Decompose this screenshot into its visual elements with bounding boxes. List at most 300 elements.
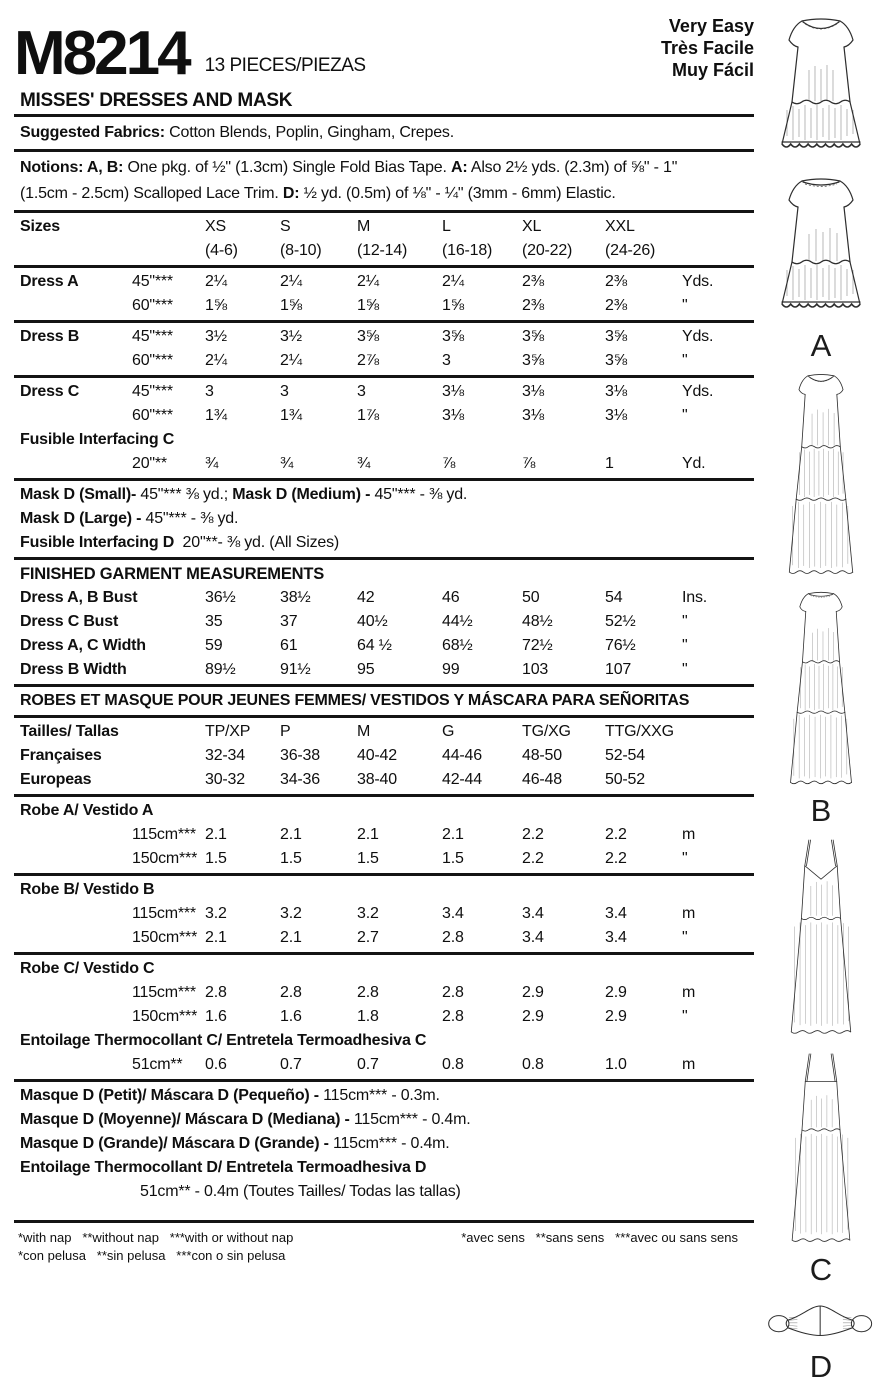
- row-label: Dress B Width: [20, 660, 127, 678]
- row-label: Europeas: [20, 770, 92, 788]
- cell: XL: [522, 217, 542, 235]
- unit: m: [682, 1055, 696, 1073]
- cell: (20-22): [522, 241, 573, 259]
- divider: [14, 684, 754, 687]
- outline: [791, 592, 852, 783]
- header: [14, 16, 754, 88]
- cell: L: [442, 217, 451, 235]
- outline: [769, 1306, 872, 1336]
- cell: 2.8: [442, 928, 464, 946]
- finished-row-b-width: [14, 658, 754, 682]
- divider: [14, 952, 754, 955]
- robe-a-heading: Robe A/ Vestido A: [20, 801, 154, 819]
- cell: 3⅝: [605, 351, 627, 369]
- cell: 46-48: [522, 770, 562, 788]
- fabric-width: 150cm***: [132, 1007, 198, 1025]
- cell: 61: [280, 636, 298, 654]
- cell: 2.2: [522, 849, 544, 867]
- pattern-number: M8214: [14, 18, 189, 88]
- cell: 2¼: [205, 351, 227, 369]
- fabric-width: 45"***: [132, 327, 173, 345]
- robe-b-115-row: [14, 902, 754, 926]
- cell: [20, 823, 132, 847]
- cell: 36½: [205, 588, 236, 606]
- notions-view-d-label: D:: [282, 184, 300, 202]
- fusible-interfacing-c-heading: Fusible Interfacing C: [20, 430, 175, 448]
- difficulty-es: Muy Fácil: [671, 59, 754, 80]
- fabric-width: 150cm***: [132, 928, 198, 946]
- notions-view-a-label: A:: [451, 158, 468, 176]
- divider: [14, 265, 754, 268]
- difficulty-block: [661, 16, 754, 82]
- cell: 89½: [205, 660, 236, 678]
- cell: [20, 902, 132, 926]
- cell: 2¼: [442, 272, 464, 290]
- masque-d-petit-label: Masque D (Petit)/ Máscara D (Pequeño) -: [20, 1086, 319, 1104]
- dress-a-60-row: [14, 294, 754, 318]
- cell: 2¼: [357, 272, 379, 290]
- notions-line-1: [14, 154, 754, 182]
- cell: 3⅝: [522, 327, 544, 345]
- cell: 2⅜: [605, 296, 627, 314]
- entoilage-d-label: Entoilage Thermocollant D/ Entretela Termoadhesiva D: [20, 1158, 427, 1176]
- cell: 1¾: [280, 406, 302, 424]
- mask-d-large-value: 45"*** - ⅜ yd.: [145, 509, 239, 527]
- cell: 2⅞: [357, 351, 379, 369]
- cell: 2.8: [205, 983, 227, 1001]
- cell: 3⅛: [442, 406, 464, 424]
- entoilage-d-heading: [14, 1156, 754, 1180]
- row-label: Dress A, C Width: [20, 636, 146, 654]
- cell: 99: [442, 660, 460, 678]
- divider: [14, 794, 754, 797]
- dress-b-back-illustration: [765, 589, 877, 789]
- cell: 40½: [357, 612, 388, 630]
- unit: m: [682, 904, 696, 922]
- cell: [20, 926, 132, 950]
- fabric-width: 115cm***: [132, 825, 196, 843]
- cell: 0.8: [522, 1055, 544, 1073]
- cell: 54: [605, 588, 623, 606]
- cell: G: [442, 722, 455, 740]
- dress-c-front-illustration: [765, 836, 877, 1040]
- cell: 1.5: [357, 849, 379, 867]
- cell: 2⅜: [522, 272, 544, 290]
- cell: 48½: [522, 612, 553, 630]
- cell: M: [357, 217, 371, 235]
- cell: 2.1: [357, 825, 379, 843]
- cell: 2.9: [522, 983, 544, 1001]
- cell: 0.8: [442, 1055, 464, 1073]
- cell: 2⅜: [522, 296, 544, 314]
- unit: Yds.: [682, 272, 714, 290]
- mask-d-large-line: [14, 507, 754, 531]
- cell: [20, 847, 132, 871]
- fusible-interfacing-d-line: [14, 531, 754, 555]
- fabric-width: 60"***: [132, 406, 173, 424]
- fabric-width: 20"**: [132, 454, 167, 472]
- finished-row-c-bust: [14, 610, 754, 634]
- unit: Yds.: [682, 327, 714, 345]
- cell: (16-18): [442, 241, 493, 259]
- cell: ⅞: [442, 454, 456, 472]
- cell: 35: [205, 612, 223, 630]
- cell: 2.9: [522, 1007, 544, 1025]
- cell: 1.5: [442, 849, 464, 867]
- divider: [14, 873, 754, 876]
- pattern-info-panel: [14, 16, 754, 1265]
- unit: Yds.: [682, 382, 714, 400]
- cell: 2.1: [280, 928, 302, 946]
- cell: [682, 744, 754, 768]
- cell: 2.2: [605, 849, 627, 867]
- divider: [14, 149, 754, 152]
- robe-c-150-row: [14, 1005, 754, 1029]
- dress-b-60-row: [14, 349, 754, 373]
- divider: [14, 114, 754, 117]
- cell: 0.7: [357, 1055, 379, 1073]
- cell: 2.1: [205, 825, 227, 843]
- cell: 3½: [280, 327, 302, 345]
- cell: 3.2: [205, 904, 227, 922]
- difficulty-fr: Très Facile: [660, 37, 754, 58]
- cell: 3.2: [357, 904, 379, 922]
- cell: 64 ½: [357, 636, 392, 654]
- row-label: Françaises: [20, 746, 102, 764]
- cell: (8-10): [280, 241, 322, 259]
- cell: [682, 239, 754, 263]
- cell: ¾: [280, 454, 294, 472]
- cell: 34-36: [280, 770, 320, 788]
- masque-d-moyenne-line: [14, 1108, 754, 1132]
- masque-d-moyenne-label: Masque D (Moyenne)/ Máscara D (Mediana) -: [20, 1110, 350, 1128]
- fabric-width: 45"***: [132, 272, 173, 290]
- cell: (24-26): [605, 241, 656, 259]
- dress-c-back-illustration: [765, 1050, 877, 1248]
- finished-row-ab-bust: [14, 586, 754, 610]
- cell: [20, 349, 132, 373]
- unit: ": [682, 406, 688, 424]
- cell: 2.9: [605, 983, 627, 1001]
- fusible-interfacing-d-label: Fusible Interfacing D: [20, 533, 175, 551]
- cell: 44½: [442, 612, 473, 630]
- cell: 3⅝: [357, 327, 379, 345]
- notions-label: Notions: A, B:: [20, 158, 124, 176]
- dress-b-label: Dress B: [20, 327, 80, 345]
- entoilage-c-row: [14, 1053, 754, 1077]
- robe-b-heading: Robe B/ Vestido B: [20, 880, 155, 898]
- cell: ¾: [357, 454, 371, 472]
- entoilage-d-value: 51cm** - 0.4m (Toutes Tailles/ Todas las tallas): [140, 1182, 461, 1200]
- cell: 3⅛: [442, 382, 464, 400]
- cell: 52½: [605, 612, 636, 630]
- sizes-ranges-row: [14, 239, 754, 263]
- cell: 32-34: [205, 746, 245, 764]
- cell: 3⅝: [605, 327, 627, 345]
- cell: [20, 239, 205, 263]
- view-d-label: D: [809, 1349, 833, 1384]
- cell: 38½: [280, 588, 311, 606]
- cell: TP/XP: [205, 722, 251, 740]
- entoilage-c-heading: Entoilage Thermocollant C/ Entretela Termoadhesiva C: [20, 1031, 427, 1049]
- unit: ": [682, 612, 688, 630]
- notions-text-a: Also 2½ yds. (2.3m) of ⅝" - 1": [470, 158, 678, 176]
- cell: 1: [605, 454, 614, 472]
- cell: 2.1: [205, 928, 227, 946]
- cell: 3⅛: [605, 406, 627, 424]
- cell: 3⅝: [522, 351, 544, 369]
- garment-views-column: [750, 14, 892, 1392]
- cell: P: [280, 722, 291, 740]
- mask-d-illustration: [763, 1295, 879, 1349]
- cell: TG/XG: [522, 722, 571, 740]
- cell: 1.5: [205, 849, 227, 867]
- robe-b-150-row: [14, 926, 754, 950]
- row-label: Tailles/ Tallas: [20, 722, 119, 740]
- cell: 3⅛: [605, 382, 627, 400]
- divider: [14, 1220, 754, 1223]
- tailles-row: [14, 720, 754, 744]
- finished-row-ac-width: [14, 634, 754, 658]
- cell: 1⅞: [357, 406, 379, 424]
- row-label: Dress A, B Bust: [20, 588, 138, 606]
- cell: (4-6): [205, 241, 238, 259]
- cell: [20, 981, 132, 1005]
- cell: 3: [442, 351, 451, 369]
- cell: XS: [205, 217, 226, 235]
- sizes-label: Sizes: [20, 217, 60, 235]
- divider: [14, 1079, 754, 1082]
- dress-c-60-row: [14, 404, 754, 428]
- cell: 1⅝: [442, 296, 464, 314]
- masque-d-petit-value: 115cm*** - 0.3m.: [323, 1086, 440, 1104]
- cell: 3.4: [605, 904, 627, 922]
- masque-d-grande-label: Masque D (Grande)/ Máscara D (Grande) -: [20, 1134, 329, 1152]
- cell: 42-44: [442, 770, 482, 788]
- cell: 3: [205, 382, 214, 400]
- cell: 2.2: [605, 825, 627, 843]
- cell: 2.8: [442, 1007, 464, 1025]
- cell: [20, 404, 132, 428]
- europeas-row: [14, 768, 754, 792]
- mask-d-small-medium-line: [14, 483, 754, 507]
- cell: 1⅝: [205, 296, 227, 314]
- divider: [14, 715, 754, 718]
- unit: ": [682, 660, 688, 678]
- lace-hem: [782, 144, 860, 147]
- cell: 46: [442, 588, 460, 606]
- dress-a-front-illustration: [763, 14, 879, 164]
- cell: 1.5: [280, 849, 302, 867]
- cell: 52-54: [605, 746, 645, 764]
- cell: 30-32: [205, 770, 245, 788]
- divider: [14, 557, 754, 560]
- unit: ": [682, 849, 688, 867]
- lace-hem: [782, 304, 860, 307]
- cell: 50: [522, 588, 540, 606]
- cell: 1⅝: [357, 296, 379, 314]
- cell: 48-50: [522, 746, 562, 764]
- view-b-label: B: [810, 793, 832, 828]
- footnote-en: *with nap **without nap ***with or without nap: [18, 1229, 294, 1245]
- cell: 2⅜: [605, 272, 627, 290]
- pattern-title: MISSES' DRESSES AND MASK: [20, 89, 293, 111]
- dress-a-back-illustration: [763, 174, 879, 324]
- dress-b-45-row: [14, 325, 754, 349]
- unit: Ins.: [682, 588, 707, 606]
- cell: 103: [522, 660, 549, 678]
- fabric-width: 115cm***: [132, 904, 196, 922]
- cell: [682, 720, 754, 744]
- cell: 76½: [605, 636, 636, 654]
- cell: 3.4: [442, 904, 464, 922]
- cell: [20, 452, 132, 476]
- masque-d-moyenne-value: 115cm*** - 0.4m.: [353, 1110, 471, 1128]
- cell: 1.6: [280, 1007, 302, 1025]
- masque-d-grande-value: 115cm*** - 0.4m.: [332, 1134, 450, 1152]
- cell: 3⅝: [442, 327, 464, 345]
- cell: TTG/XXG: [605, 722, 674, 740]
- cell: 38-40: [357, 770, 397, 788]
- cell: [682, 768, 754, 792]
- dress-a-label: Dress A: [20, 272, 79, 290]
- cell: 1.8: [357, 1007, 379, 1025]
- footnote-fr: *avec sens **sans sens ***avec ou sans sens: [461, 1229, 738, 1245]
- fabric-width: 51cm**: [132, 1055, 183, 1073]
- fabric-width: 45"***: [132, 382, 173, 400]
- cell: M: [357, 722, 371, 740]
- suggested-fabrics-line: [14, 119, 754, 147]
- notions-text: One pkg. of ½" (1.3cm) Single Fold Bias Tape.: [127, 158, 447, 176]
- cell: 1.0: [605, 1055, 627, 1073]
- fabric-width: 60"***: [132, 296, 173, 314]
- cell: 3.4: [522, 928, 544, 946]
- unit: ": [682, 1007, 688, 1025]
- mask-d-small-label: Mask D (Small)-: [20, 485, 137, 503]
- fabrics-label: Suggested Fabrics:: [20, 123, 165, 141]
- fabric-width: 60"***: [132, 351, 173, 369]
- fusible-interfacing-c-row: [14, 452, 754, 476]
- dress-b-front-illustration: [765, 371, 877, 579]
- outline: [782, 179, 860, 304]
- robe-c-115-row: [14, 981, 754, 1005]
- cell: 2.2: [522, 825, 544, 843]
- unit: m: [682, 825, 696, 843]
- sizes-header-row: [14, 215, 754, 239]
- francaises-row: [14, 744, 754, 768]
- cell: 2.1: [442, 825, 464, 843]
- cell: ⅞: [522, 454, 536, 472]
- footnotes-line-1: [14, 1225, 754, 1247]
- cell: 72½: [522, 636, 553, 654]
- robe-c-heading: Robe C/ Vestido C: [20, 959, 155, 977]
- dress-c-label: Dress C: [20, 382, 80, 400]
- cell: 3: [280, 382, 289, 400]
- dress-a-45-row: [14, 270, 754, 294]
- cell: 3: [357, 382, 366, 400]
- view-a-label: A: [810, 328, 832, 363]
- divider: [14, 210, 754, 213]
- cell: 1¾: [205, 406, 227, 424]
- cell: 1.6: [205, 1007, 227, 1025]
- unit: m: [682, 983, 696, 1001]
- unit: ": [682, 296, 688, 314]
- unit: ": [682, 636, 688, 654]
- cell: 68½: [442, 636, 473, 654]
- unit: ": [682, 351, 688, 369]
- cell: [682, 215, 754, 239]
- cell: 2.8: [280, 983, 302, 1001]
- view-c-label: C: [809, 1252, 833, 1287]
- mask-d-medium-label: Mask D (Medium) -: [232, 485, 371, 503]
- cell: S: [280, 217, 291, 235]
- cell: 2.7: [357, 928, 379, 946]
- cell: 0.6: [205, 1055, 227, 1073]
- masque-d-grande-line: [14, 1132, 754, 1156]
- pieces-count: 13 PIECES/PIEZAS: [204, 54, 366, 76]
- cell: 36-38: [280, 746, 320, 764]
- notions-text-d: ½ yd. (0.5m) of ⅛" - ¼" (3mm - 6mm) Elastic.: [303, 184, 616, 202]
- cell: 2.1: [280, 825, 302, 843]
- fabric-width: 150cm***: [132, 849, 198, 867]
- cell: 0.7: [280, 1055, 302, 1073]
- notions-line-2: [14, 182, 754, 208]
- cell: [20, 1005, 132, 1029]
- cell: (12-14): [357, 241, 408, 259]
- cell: 107: [605, 660, 632, 678]
- unit: ": [682, 928, 688, 946]
- fusible-interfacing-d-value: 20"**- ⅜ yd. (All Sizes): [182, 533, 340, 551]
- cell: 3.4: [522, 904, 544, 922]
- divider: [14, 375, 754, 378]
- cell: 2.8: [442, 983, 464, 1001]
- cell: 3.4: [605, 928, 627, 946]
- cell: [20, 1053, 132, 1077]
- divider: [14, 320, 754, 323]
- cell: 37: [280, 612, 298, 630]
- cell: 3½: [205, 327, 227, 345]
- mask-d-medium-value: 45"*** - ⅜ yd.: [374, 485, 468, 503]
- fabric-width: 115cm***: [132, 983, 196, 1001]
- cell: 3⅛: [522, 382, 544, 400]
- cell: 50-52: [605, 770, 645, 788]
- cell: [20, 294, 132, 318]
- row-label: Dress C Bust: [20, 612, 119, 630]
- divider: [14, 478, 754, 481]
- masque-d-petit-line: [14, 1084, 754, 1108]
- french-section-heading: ROBES ET MASQUE POUR JEUNES FEMMES/ VESTIDOS Y MÁSCARA PARA SEÑORITAS: [20, 691, 690, 709]
- cell: 59: [205, 636, 223, 654]
- cell: 2¼: [280, 351, 302, 369]
- notions-text-cont: (1.5cm - 2.5cm) Scalloped Lace Trim.: [20, 184, 279, 202]
- unit: Yd.: [682, 454, 706, 472]
- cell: 40-42: [357, 746, 397, 764]
- robe-a-150-row: [14, 847, 754, 871]
- cell: 44-46: [442, 746, 482, 764]
- mask-d-large-label: Mask D (Large) -: [20, 509, 142, 527]
- difficulty-en: Very Easy: [668, 16, 754, 36]
- cell: 2.8: [357, 983, 379, 1001]
- footnote-es: *con pelusa **sin pelusa ***con o sin pelusa: [18, 1247, 286, 1263]
- fabrics-text: Cotton Blends, Poplin, Gingham, Crepes.: [169, 123, 454, 141]
- cell: ¾: [205, 454, 219, 472]
- cell: 42: [357, 588, 375, 606]
- mask-d-small-value: 45"*** ⅜ yd.;: [140, 485, 228, 503]
- robe-a-115-row: [14, 823, 754, 847]
- cell: 2¼: [205, 272, 227, 290]
- cell: 2.9: [605, 1007, 627, 1025]
- cell: 95: [357, 660, 375, 678]
